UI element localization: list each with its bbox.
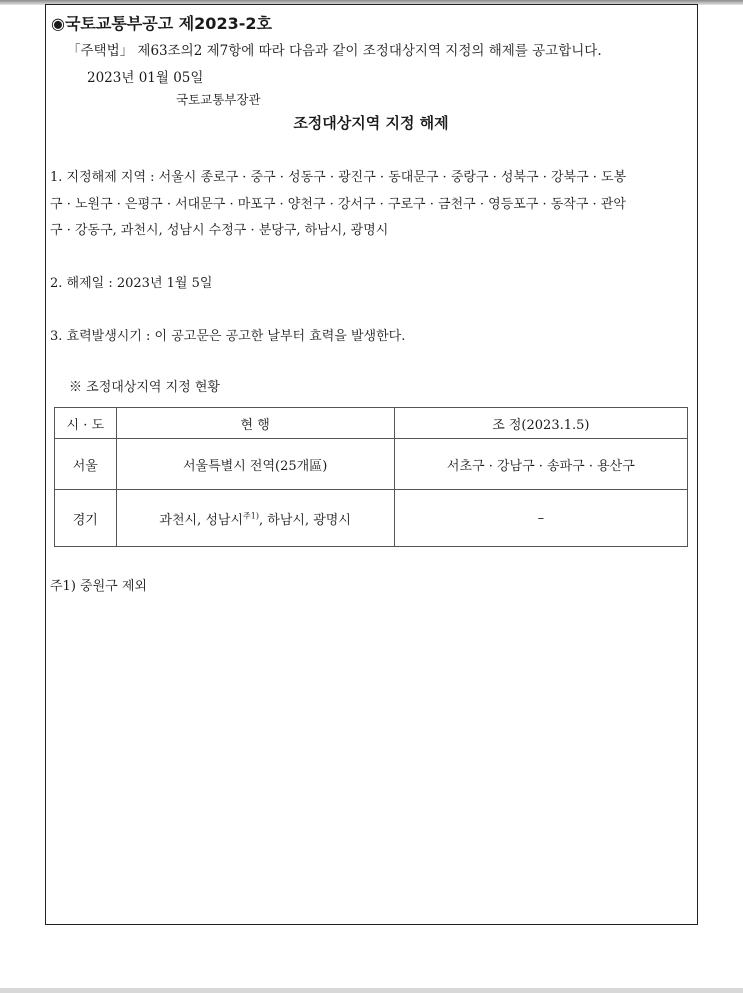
cell-current: 서울특별시 전역(25개區) bbox=[116, 439, 394, 490]
notice-intro: 「주택법」 제63조의2 제7항에 따라 다음과 같이 조정대상지역 지정의 해제를 공고합니다. bbox=[67, 43, 602, 59]
cell-current-rest: , 하남시, 광명시 bbox=[259, 512, 351, 528]
table-header-row bbox=[55, 408, 688, 439]
item2-release-date: 2. 해제일 : 2023년 1월 5일 bbox=[50, 276, 213, 291]
notice-title: 조정대상지역 지정 해제 bbox=[293, 114, 449, 132]
bottom-edge-strip bbox=[0, 988, 743, 993]
table-row bbox=[55, 490, 688, 547]
cell-region: 서울 bbox=[55, 439, 117, 490]
notice-date: 2023년 01월 05일 bbox=[87, 70, 204, 86]
cell-region: 경기 bbox=[55, 490, 117, 547]
cell-adjusted: – bbox=[394, 490, 687, 547]
notice-number: ◉국토교통부공고 제2023-2호 bbox=[51, 14, 272, 33]
notice-author: 국토교통부장관 bbox=[176, 92, 261, 107]
status-table-title: ※ 조정대상지역 지정 현황 bbox=[69, 380, 220, 395]
item1-line-3: 구 · 강동구, 과천시, 성남시 수정구 · 분당구, 하남시, 광명시 bbox=[50, 223, 389, 238]
footnote: 주1) 중원구 제외 bbox=[50, 579, 147, 594]
item1-line-2: 구 · 노원구 · 은평구 · 서대문구 · 마포구 · 양천구 · 강서구 · 구로구 · 금천구 · 영등포구 · 동작구 · 관악 bbox=[50, 197, 626, 212]
header-current: 현 행 bbox=[116, 408, 394, 439]
cell-adjusted: 서초구 · 강남구 · 송파구 · 용산구 bbox=[394, 439, 687, 490]
table-row bbox=[55, 439, 688, 490]
header-adjusted: 조 정(2023.1.5) bbox=[394, 408, 687, 439]
item3-effective: 3. 효력발생시기 : 이 공고문은 공고한 날부터 효력을 발생한다. bbox=[50, 329, 406, 344]
footnote-marker: 주1) bbox=[243, 511, 259, 521]
item1-line-1: 1. 지정해제 지역 : 서울시 종로구 · 중구 · 성동구 · 광진구 · 동대문구 · 중랑구 · 성북구 · 강북구 · 도봉 bbox=[50, 170, 627, 185]
header-region: 시 · 도 bbox=[55, 408, 117, 439]
document-page bbox=[45, 4, 698, 925]
status-table bbox=[54, 407, 688, 547]
cell-current-main: 과천시, 성남시 bbox=[159, 512, 244, 528]
cell-current bbox=[116, 490, 394, 547]
